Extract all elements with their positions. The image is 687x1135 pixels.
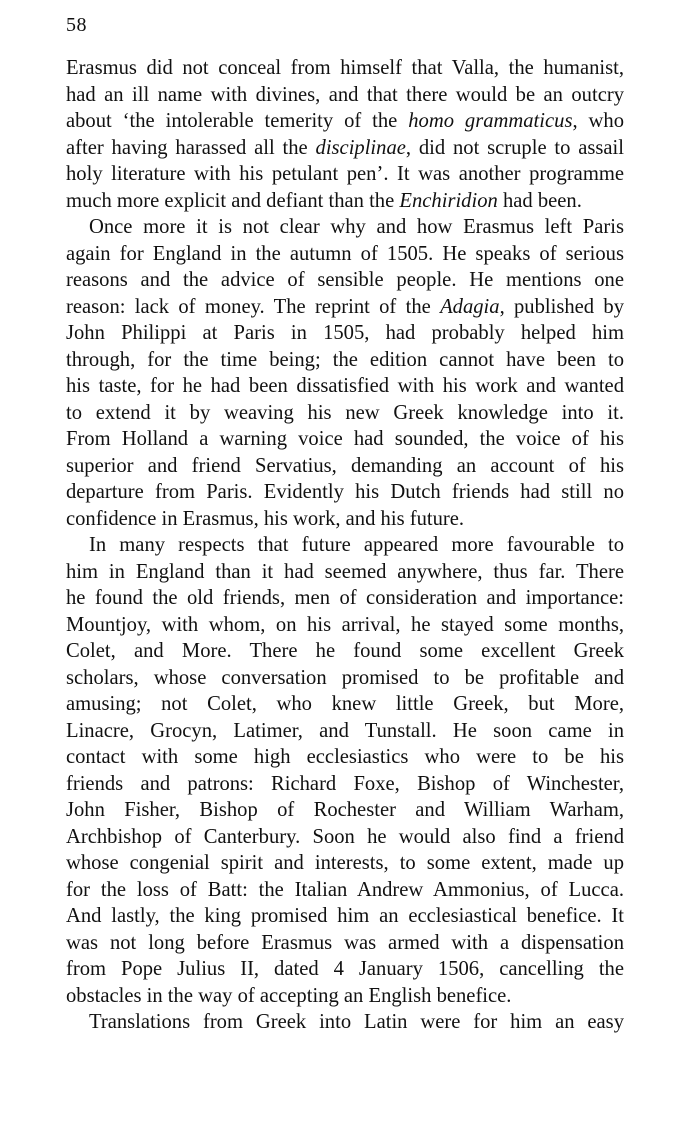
text-line: from Pope Julius II, dated 4 January 1506, cancelling the	[66, 958, 624, 980]
text-run: , published by	[499, 295, 624, 318]
text-line: he found the old friends, men of consideration and importance:	[66, 587, 624, 609]
body-text	[66, 55, 624, 1036]
text-run: reason: lack of money. The reprint of the	[66, 295, 441, 318]
text-line: From Holland a warning voice had sounded, the voice of his	[66, 428, 624, 450]
text-line: Translations from Greek into Latin were for him an easy	[89, 1011, 624, 1033]
text-run: after having harassed all the	[66, 136, 316, 159]
text-line	[66, 294, 624, 321]
text-line: Mountjoy, with whom, on his arrival, he stayed some months,	[66, 613, 624, 636]
italic-text: Adagia	[440, 295, 500, 318]
text-run: about ‘the intolerable temerity of the	[66, 110, 409, 132]
text-line: holy literature with his petulant pen’. It was another programme	[66, 163, 624, 185]
text-line: John Philippi at Paris in 1505, had probably helped him	[66, 322, 624, 344]
text-run: much more explicit and defiant than the	[66, 189, 400, 212]
text-line: his taste, for he had been dissatisfied with his work and wanted	[66, 375, 624, 397]
text-line: Once more it is not clear why and how Erasmus left Paris	[89, 216, 624, 238]
text-line: again for England in the autumn of 1505. He speaks of serious	[66, 242, 624, 265]
text-line: reasons and the advice of sensible people. He mentions one	[66, 269, 624, 291]
text-line: amusing; not Colet, who knew little Greek, but More,	[66, 693, 624, 715]
text-line: to extend it by weaving his new Greek knowledge into it.	[66, 401, 624, 424]
italic-text: Enchiridion	[399, 189, 498, 212]
text-line: superior and friend Servatius, demanding an account of his	[66, 454, 624, 477]
text-line: scholars, whose conversation promised to be profitable and	[66, 666, 624, 689]
text-line: for the loss of Batt: the Italian Andrew Ammonius, of Lucca.	[66, 878, 624, 901]
text-run: , did not scruple to assail	[405, 136, 625, 159]
text-line: Archbishop of Canterbury. Soon he would also find a friend	[66, 825, 624, 848]
text-line: him in England than it had seemed anywhere, thus far. There	[66, 560, 624, 583]
text-run: , who	[572, 110, 624, 132]
text-line: obstacles in the way of accepting an English benefice.	[66, 984, 512, 1007]
text-line: confidence in Erasmus, his work, and his future.	[66, 507, 465, 530]
text-line	[66, 108, 624, 135]
italic-text: homo grammaticus	[408, 110, 573, 132]
text-line: Erasmus did not conceal from himself that Valla, the humanist,	[66, 57, 624, 79]
text-line: And lastly, the king promised him an ecclesiastical benefice. It	[66, 905, 624, 927]
text-line: was not long before Erasmus was armed with a dispensation	[66, 931, 624, 954]
text-line: In many respects that future appeared more favourable to	[89, 534, 624, 556]
text-line: Linacre, Grocyn, Latimer, and Tunstall. He soon came in	[66, 719, 624, 742]
text-line: whose congenial spirit and interests, to some extent, made up	[66, 852, 624, 874]
italic-text: disciplinae	[315, 136, 406, 159]
text-line: had an ill name with divines, and that there would be an outcry	[66, 83, 624, 106]
text-line	[66, 188, 624, 215]
text-line	[66, 135, 624, 162]
page-number: 58	[66, 14, 87, 36]
text-line: contact with some high ecclesiastics who were to be his	[66, 746, 624, 768]
text-line: through, for the time being; the edition cannot have been to	[66, 348, 624, 371]
text-run: had been.	[497, 189, 582, 212]
text-line: John Fisher, Bishop of Rochester and William Warham,	[66, 799, 624, 821]
text-line: Colet, and More. There he found some excellent Greek	[66, 640, 624, 662]
text-line: departure from Paris. Evidently his Dutch friends had still no	[66, 481, 624, 503]
text-line: friends and patrons: Richard Foxe, Bishop of Winchester,	[66, 772, 624, 795]
